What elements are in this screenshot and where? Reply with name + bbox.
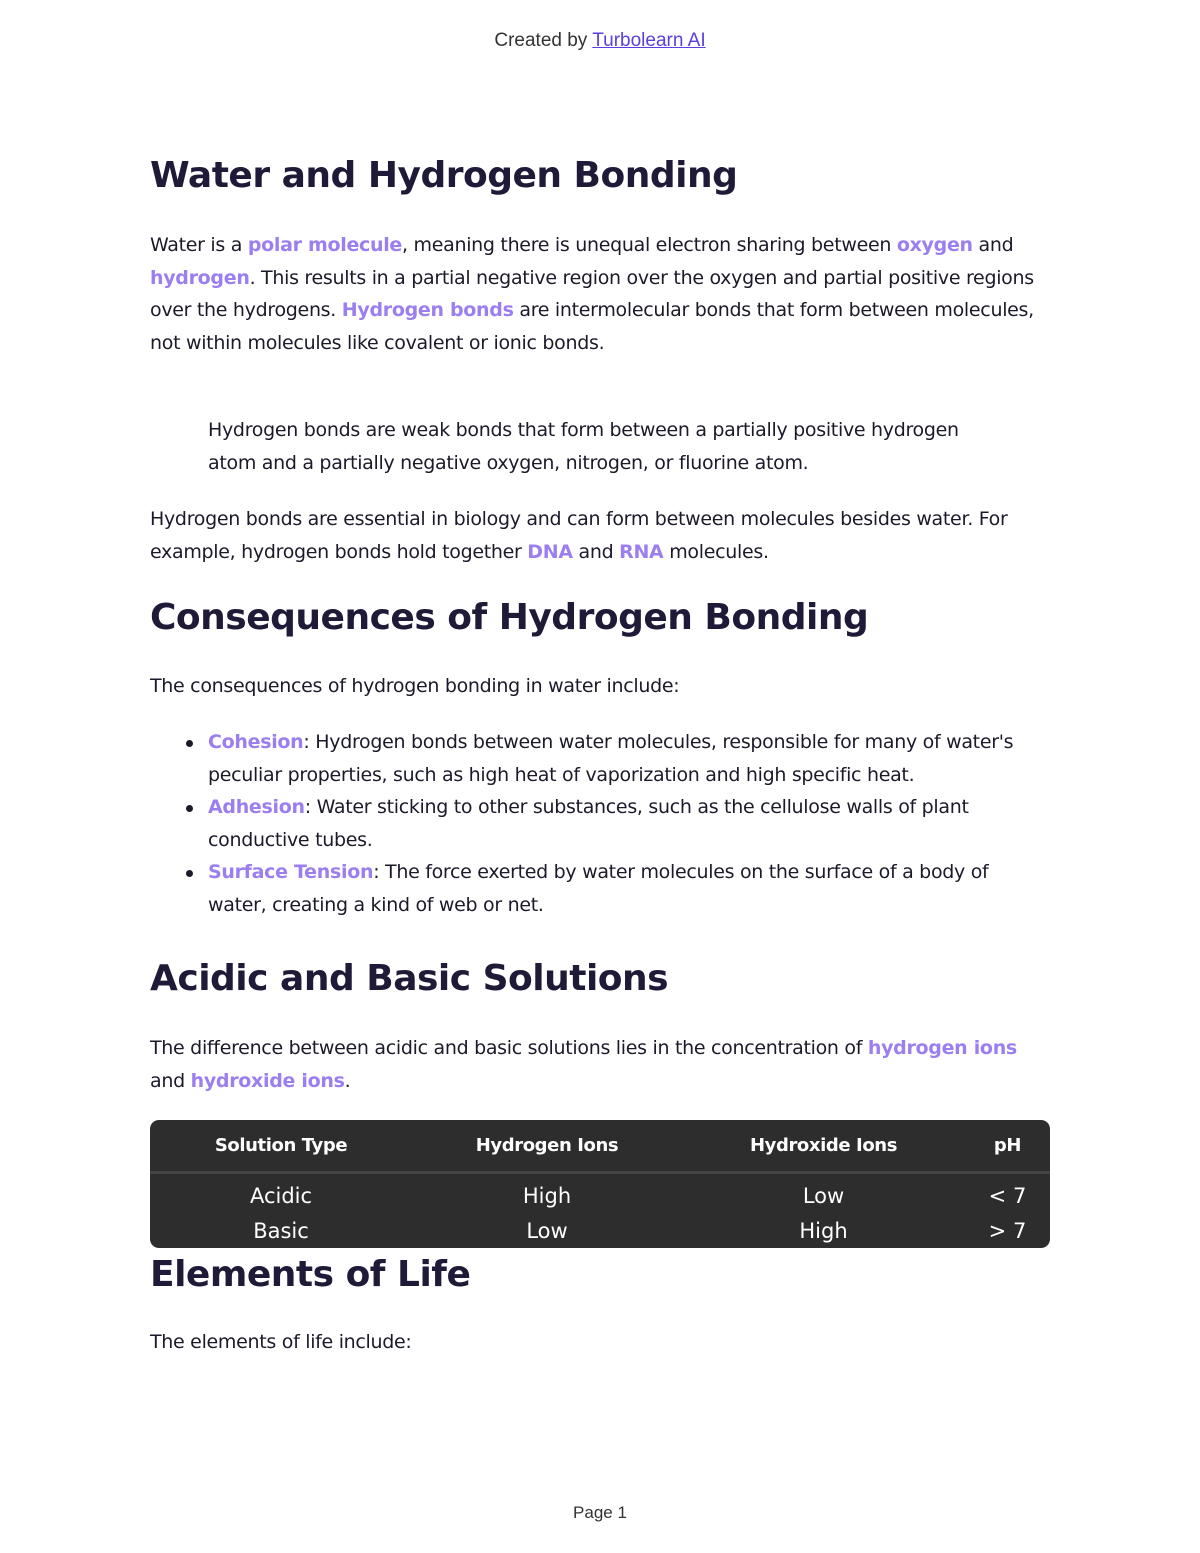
heading-consequences: Consequences of Hydrogen Bonding xyxy=(150,597,869,638)
term-cohesion: Cohesion xyxy=(208,731,304,753)
term-hydrogen-bonds: Hydrogen bonds xyxy=(341,299,514,321)
heading-water-hydrogen-bonding: Water and Hydrogen Bonding xyxy=(150,155,738,196)
page-number: Page 1 xyxy=(573,1503,627,1522)
table-header-solution-type: Solution Type xyxy=(214,1135,348,1156)
heading-acidic-basic: Acidic and Basic Solutions xyxy=(150,958,669,999)
table-header-hydroxide-ions: Hydroxide Ions xyxy=(749,1135,898,1156)
table-header-ph: pH xyxy=(993,1135,1022,1156)
table-row xyxy=(150,1178,1050,1213)
table-header-hydrogen-ions: Hydrogen Ions xyxy=(475,1135,619,1156)
term-adhesion: Adhesion xyxy=(208,796,305,818)
term-hydrogen-ions: hydrogen ions xyxy=(867,1037,1017,1059)
blockquote-hydrogen-bonds: Hydrogen bonds are weak bonds that form between a partially positive hydrogen atom and a partially negative oxygen, nitrogen, or fluorine atom. xyxy=(208,419,959,474)
table-row xyxy=(150,1213,1050,1248)
table-cell: Low xyxy=(526,1218,568,1243)
header-prefix: Created by xyxy=(494,30,593,51)
table-cell: Basic xyxy=(253,1218,309,1243)
table-cell: Low xyxy=(802,1183,845,1208)
table-cell: High xyxy=(799,1218,848,1243)
term-rna: RNA xyxy=(619,540,664,563)
table-header-row xyxy=(150,1120,1050,1174)
paragraph-elements-intro: The elements of life include: xyxy=(150,1331,412,1353)
paragraph-acidic-basic: The difference between acidic and basic solutions lies in the concentration of hydrogen ions and hydroxide ions. xyxy=(150,1037,1017,1092)
table-cell: < 7 xyxy=(988,1183,1027,1208)
list-item-cohesion: Cohesion: Hydrogen bonds between water molecules, responsible for many of water's peculiar properties, such as high heat of vaporization and high specific heat. xyxy=(150,726,1050,791)
paragraph-polar-molecule: Water is a polar molecule, meaning there is unequal electron sharing between oxygen and hydrogen. This results in a partial negative region over the oxygen and partial positive regions over the hydrogens. Hydrogen bonds are intermolecular bonds that form between molecules, not within molecules like covalent or ionic bonds. xyxy=(150,234,1034,354)
list-item-surface-tension: Surface Tension: The force exerted by water molecules on the surface of a body of water, creating a kind of web or net. xyxy=(150,856,1050,921)
heading-elements-of-life: Elements of Life xyxy=(150,1254,471,1295)
term-oxygen: oxygen xyxy=(896,234,973,256)
table-cell: > 7 xyxy=(988,1218,1027,1243)
table-cell: Acidic xyxy=(249,1183,313,1208)
turbolearn-link[interactable]: Turbolearn AI xyxy=(592,30,706,51)
term-polar-molecule: polar molecule xyxy=(247,234,403,256)
term-dna: DNA xyxy=(527,540,573,563)
paragraph-biology: Hydrogen bonds are essential in biology and can form between molecules besides water. For example, hydrogen bonds hold together DNA and RNA molecules. xyxy=(150,508,1008,563)
paragraph-consequences-intro: The consequences of hydrogen bonding in water include: xyxy=(150,675,680,697)
term-hydrogen: hydrogen xyxy=(150,266,250,289)
consequences-list xyxy=(150,726,1050,921)
solutions-table xyxy=(150,1120,1050,1248)
list-item-adhesion: Adhesion: Water sticking to other substances, such as the cellulose walls of plant conductive tubes. xyxy=(150,791,1050,856)
page-header xyxy=(0,30,1200,52)
table-cell: High xyxy=(522,1183,572,1208)
term-surface-tension: Surface Tension xyxy=(208,861,374,883)
term-hydroxide-ions: hydroxide ions xyxy=(190,1069,345,1092)
